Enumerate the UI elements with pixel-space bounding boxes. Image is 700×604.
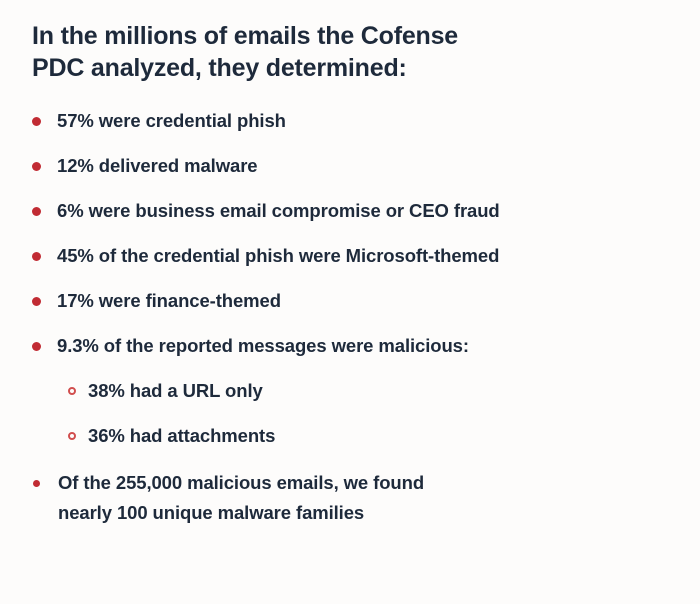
bullet-dot-icon	[32, 207, 41, 216]
list-item	[32, 198, 672, 224]
bullet-text: 12% delivered malware	[57, 155, 258, 176]
final-bullet-list	[32, 468, 672, 528]
bullet-ring-icon	[68, 432, 76, 440]
sub-list-item	[68, 378, 672, 404]
sub-bullet-text: 38% had a URL only	[88, 380, 263, 401]
bullet-text: 17% were finance-themed	[57, 290, 281, 311]
list-item	[32, 153, 672, 179]
final-bullet-line2: nearly 100 unique malware families	[58, 502, 365, 523]
bullet-text: 9.3% of the reported messages were malicious:	[57, 335, 469, 356]
bullet-dot-icon	[32, 252, 41, 261]
list-item	[32, 108, 672, 134]
page-title-line1: In the millions of emails the Cofense	[32, 22, 459, 50]
final-bullet-line1: Of the 255,000 malicious emails, we found	[58, 472, 425, 493]
bullet-dot-icon	[32, 117, 41, 126]
final-bullet-text	[58, 468, 424, 528]
list-item	[32, 243, 672, 269]
bullet-list	[32, 108, 672, 359]
list-item	[32, 333, 672, 359]
bullet-text: 6% were business email compromise or CEO fraud	[57, 200, 500, 221]
sub-bullet-text: 36% had attachments	[88, 425, 276, 446]
sub-list-item	[68, 423, 672, 449]
bullet-dot-icon	[32, 162, 41, 171]
page-title	[32, 20, 672, 84]
bullet-text: 57% were credential phish	[57, 110, 286, 131]
bullet-text: 45% of the credential phish were Microsoft-themed	[57, 245, 500, 266]
bullet-dot-icon	[32, 342, 41, 351]
bullet-dot-icon	[33, 480, 40, 487]
bullet-dot-icon	[32, 297, 41, 306]
list-item-final	[32, 468, 672, 528]
page-title-line2: PDC analyzed, they determined:	[32, 54, 407, 82]
bullet-ring-icon	[68, 387, 76, 395]
list-item	[32, 288, 672, 314]
sub-bullet-list	[68, 378, 672, 449]
